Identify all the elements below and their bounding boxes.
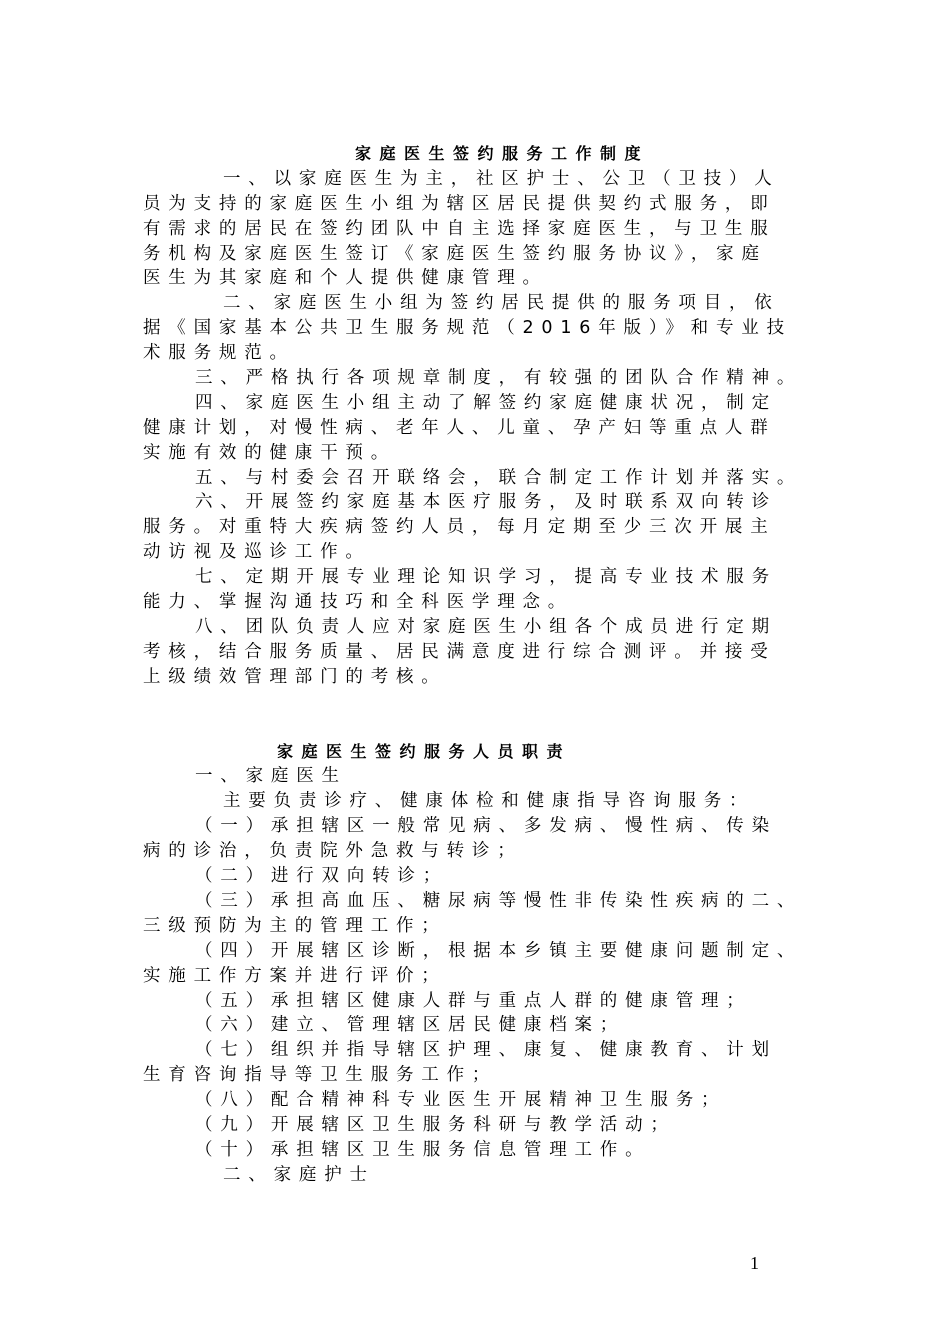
paragraph-line: 术服务规范。 [143,343,295,364]
section-title-staff-duties: 家庭医生签约服务人员职责 [277,741,572,761]
paragraph-line: 生育咨询指导等卫生服务工作； [143,1065,498,1086]
paragraph-line: 医生为其家庭和个人提供健康管理。 [143,268,548,289]
section-title-work-system: 家庭医生签约服务工作制度 [355,144,650,163]
paragraph-line: 主要负责诊疗、健康体检和健康指导咨询服务： [223,791,755,812]
paragraph-line: 六、开展签约家庭基本医疗服务，及时联系双向转诊 [195,492,777,513]
paragraph-line: 三、严格执行各项规章制度，有较强的团队合作精神。 [195,368,803,389]
paragraph-line: （五）承担辖区健康人群与重点人群的健康管理； [195,990,752,1011]
paragraph-line: 二、家庭医生小组为签约居民提供的服务项目，依 [223,293,780,314]
paragraph-line: 七、定期开展专业理论知识学习，提高专业技术服务 [195,567,777,588]
paragraph-line: 三级预防为主的管理工作； [143,915,447,936]
page-number: 1 [750,1253,759,1273]
paragraph-line: 八、团队负责人应对家庭医生小组各个成员进行定期 [195,616,777,637]
paragraph-line: （九）开展辖区卫生服务科研与教学活动； [195,1114,676,1135]
paragraph-line: （三）承担高血压、糖尿病等慢性非传染性疾病的二、 [195,890,803,911]
paragraph-line: 一、以家庭医生为主，社区护士、公卫（卫技）人 [223,168,780,189]
paragraph-line: 上级绩效管理部门的考核。 [143,666,447,687]
paragraph-line: 实施有效的健康干预。 [143,442,396,463]
paragraph-line: 有需求的居民在签约团队中自主选择家庭医生，与卫生服 [143,218,776,239]
paragraph-line: 务机构及家庭医生签订《家庭医生签约服务协议》，家庭 [143,243,767,264]
paragraph-line: 考核，结合服务质量、居民满意度进行综合测评。并接受 [143,641,776,662]
paragraph-line: （十）承担辖区卫生服务信息管理工作。 [195,1139,651,1160]
paragraph-line: 实施工作方案并进行评价； [143,965,447,986]
paragraph-line: 五、与村委会召开联络会，联合制定工作计划并落实。 [195,467,803,488]
paragraph-line: （七）组织并指导辖区护理、康复、健康教育、计划 [195,1040,777,1061]
section-spacer [143,690,823,740]
paragraph-line: 据《国家基本公共卫生服务规范（2016年版）》和专业技 [143,318,792,339]
paragraph-line: 一、家庭医生 [195,766,347,787]
paragraph-line: （八）配合精神科专业医生开展精神卫生服务； [195,1090,727,1111]
paragraph-line: 能力、掌握沟通技巧和全科医学理念。 [143,592,574,613]
paragraph-line: （二）进行双向转诊； [195,866,448,887]
paragraph-line: 健康计划，对慢性病、老年人、儿童、孕产妇等重点人群 [143,417,776,438]
document-body [143,142,823,1188]
paragraph-line: （四）开展辖区诊断，根据本乡镇主要健康问题制定、 [195,940,803,961]
paragraph-line: （一）承担辖区一般常见病、多发病、慢性病、传染 [195,816,777,837]
paragraph-line: 服务。对重特大疾病签约人员，每月定期至少三次开展主 [143,517,776,538]
paragraph-line: 病的诊治，负责院外急救与转诊； [143,841,523,862]
paragraph-line: 动访视及巡诊工作。 [143,542,371,563]
paragraph-line: 二、家庭护士 [223,1164,375,1185]
paragraph-line: 四、家庭医生小组主动了解签约家庭健康状况，制定 [195,392,777,413]
paragraph-line: （六）建立、管理辖区居民健康档案； [195,1015,626,1036]
paragraph-line: 员为支持的家庭医生小组为辖区居民提供契约式服务，即 [143,193,776,214]
